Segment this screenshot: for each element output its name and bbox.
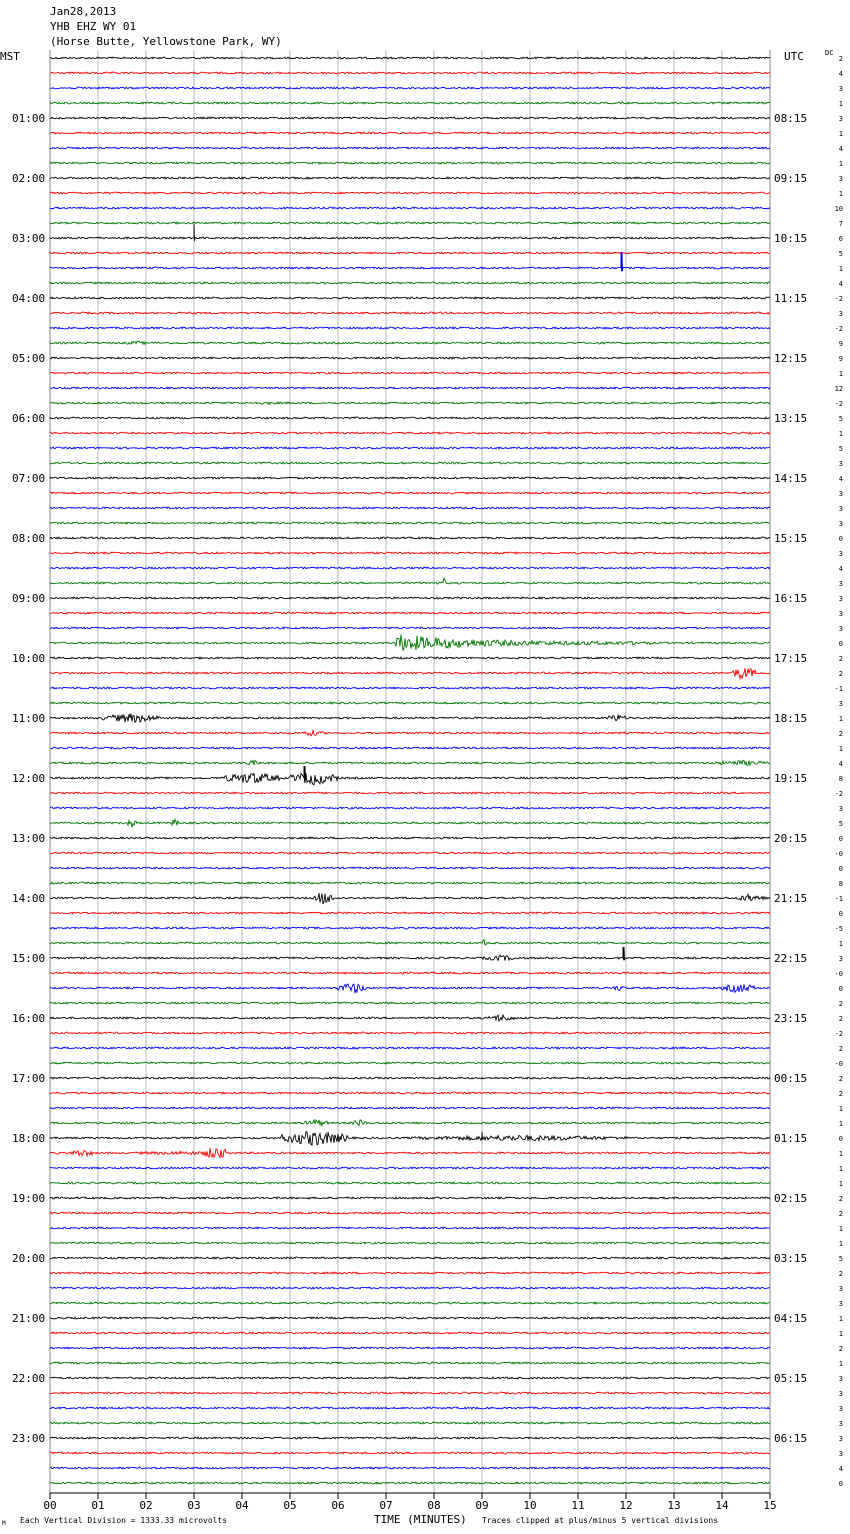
dc-offset-label: 3 [838, 700, 843, 708]
trace-50 [50, 807, 770, 809]
utc-hour-label: 00:15 [774, 1072, 808, 1085]
dc-offset-label: 4 [838, 280, 843, 288]
trace-42 [50, 687, 770, 689]
dc-offset-label: 2 [838, 1000, 843, 1008]
dc-offset-label: 3 [838, 1390, 843, 1398]
dc-offset-label: 3 [838, 625, 843, 633]
trace-85 [50, 1332, 770, 1334]
dc-offset-label: -2 [834, 790, 843, 798]
trace-20 [50, 357, 770, 359]
dc-offset-label: 1 [838, 940, 843, 948]
trace-33 [50, 552, 770, 554]
plot-date: Jan28,2013 [50, 5, 117, 18]
dc-offset-label: 6 [838, 235, 843, 243]
dc-offset-label: 3 [838, 1450, 843, 1458]
x-tick-label-15: 15 [763, 1499, 777, 1512]
trace-70 [50, 1107, 770, 1109]
dc-offset-label: 1 [838, 1150, 843, 1158]
trace-77 [50, 1212, 770, 1214]
trace-52 [50, 837, 770, 839]
mst-hour-label: 09:00 [12, 592, 46, 605]
trace-68 [50, 1077, 770, 1079]
dc-offset-label: 2 [838, 1210, 843, 1218]
dc-offset-label: -2 [834, 295, 843, 303]
dc-offset-label: 4 [838, 145, 843, 153]
mst-hour-label: 14:00 [12, 892, 46, 905]
mst-hour-label: 01:00 [12, 112, 46, 125]
trace-16 [50, 297, 770, 299]
trace-63 [50, 1002, 770, 1004]
x-tick-label-09: 09 [475, 1499, 489, 1512]
dc-offset-label: 3 [838, 505, 843, 513]
dc-offset-label: 2 [838, 655, 843, 663]
trace-54 [50, 867, 770, 869]
utc-hour-label: 21:15 [774, 892, 808, 905]
trace-25 [50, 432, 770, 434]
trace-48 [50, 766, 770, 785]
dc-offset-label: 2 [838, 670, 843, 678]
trace-90 [50, 1407, 770, 1409]
dc-offset-label: -0 [834, 850, 843, 858]
trace-31 [50, 522, 770, 524]
x-tick-label-02: 02 [139, 1499, 153, 1512]
trace-24 [50, 417, 770, 419]
trace-61 [50, 972, 770, 974]
dc-offset-label: 5 [838, 820, 843, 828]
dc-offset-label: 1 [838, 1330, 843, 1338]
trace-78 [50, 1227, 770, 1229]
dc-offset-label: 3 [838, 805, 843, 813]
dc-label: DC [825, 49, 834, 57]
dc-offset-label: -2 [834, 1030, 843, 1038]
dc-offset-label: 1 [838, 1120, 843, 1128]
dc-offset-label: 3 [838, 1435, 843, 1443]
dc-offset-label: 1 [838, 160, 843, 168]
dc-offset-label: 12 [834, 385, 843, 393]
trace-23 [50, 402, 770, 404]
mst-hour-label: 17:00 [12, 1072, 46, 1085]
trace-92 [50, 1437, 770, 1439]
x-tick-label-10: 10 [523, 1499, 537, 1512]
trace-65 [50, 1032, 770, 1034]
dc-offset-label: 5 [838, 250, 843, 258]
dc-offset-label: 3 [838, 1300, 843, 1308]
x-tick-label-05: 05 [283, 1499, 297, 1512]
dc-offset-label: -1 [834, 895, 843, 903]
dc-offset-label: 0 [838, 910, 843, 918]
trace-12 [50, 224, 770, 241]
mst-hour-label: 16:00 [12, 1012, 46, 1025]
trace-53 [50, 852, 770, 854]
trace-30 [50, 507, 770, 509]
scale-note: Each Vertical Division = 1333.33 microvolts [20, 1516, 228, 1525]
dc-offset-label: 1 [838, 715, 843, 723]
dc-offset-label: 3 [838, 85, 843, 93]
utc-hour-label: 16:15 [774, 592, 808, 605]
trace-8 [50, 177, 770, 179]
dc-offset-label: 3 [838, 175, 843, 183]
seismic-traces [50, 57, 770, 1484]
dc-offset-label: 1 [838, 190, 843, 198]
dc-offset-label: 8 [838, 775, 843, 783]
trace-59 [50, 940, 770, 945]
dc-offset-label: 1 [838, 130, 843, 138]
x-tick-label-08: 08 [427, 1499, 441, 1512]
utc-hour-label: 15:15 [774, 532, 808, 545]
dc-offset-label: 7 [838, 220, 843, 228]
dc-offset-label: 2 [838, 730, 843, 738]
dc-offset-label: 1 [838, 370, 843, 378]
trace-36 [50, 597, 770, 599]
trace-84 [50, 1317, 770, 1319]
trace-67 [50, 1062, 770, 1064]
dc-offset-label: 0 [838, 535, 843, 543]
utc-hour-label: 14:15 [774, 472, 808, 485]
plot-station: YHB EHZ WY 01 [50, 20, 137, 33]
dc-offset-label: 9 [838, 340, 843, 348]
trace-66 [50, 1047, 770, 1049]
trace-94 [50, 1467, 770, 1469]
dc-offset-label: 3 [838, 610, 843, 618]
utc-hour-label: 05:15 [774, 1372, 808, 1385]
trace-41 [50, 668, 770, 678]
trace-81 [50, 1272, 770, 1274]
dc-offset-label: 0 [838, 985, 843, 993]
mst-hour-label: 15:00 [12, 952, 46, 965]
clip-note: Traces clipped at plus/minus 5 vertical divisions [482, 1516, 719, 1525]
utc-hour-label: 13:15 [774, 412, 808, 425]
dc-offset-label: 3 [838, 1375, 843, 1383]
trace-75 [50, 1182, 770, 1184]
dc-offset-label: 1 [838, 100, 843, 108]
trace-60 [50, 947, 770, 961]
trace-80 [50, 1257, 770, 1259]
dc-offset-label: 1 [838, 745, 843, 753]
dc-offset-label: -1 [834, 685, 843, 693]
trace-87 [50, 1362, 770, 1364]
trace-57 [50, 912, 770, 914]
mst-hour-label: 12:00 [12, 772, 46, 785]
trace-62 [50, 984, 770, 993]
trace-95 [50, 1482, 770, 1484]
dc-offset-label: 2 [838, 55, 843, 63]
dc-offset-label: 1 [838, 1360, 843, 1368]
dc-offset-label: -0 [834, 970, 843, 978]
dc-offset-label: 3 [838, 595, 843, 603]
dc-offset-label: 1 [838, 430, 843, 438]
mst-hour-label: 23:00 [12, 1432, 46, 1445]
x-tick-label-07: 07 [379, 1499, 393, 1512]
trace-5 [50, 132, 770, 134]
mst-hour-label: 04:00 [12, 292, 46, 305]
dc-offset-label: -5 [834, 925, 843, 933]
trace-43 [50, 702, 770, 704]
dc-offset-label: 1 [838, 1165, 843, 1173]
dc-offset-label: 4 [838, 475, 843, 483]
dc-offset-label: 4 [838, 70, 843, 78]
mst-hour-label: 13:00 [12, 832, 46, 845]
trace-0 [50, 57, 770, 59]
dc-offset-label: 1 [838, 1180, 843, 1188]
trace-15 [50, 282, 770, 284]
x-tick-label-04: 04 [235, 1499, 249, 1512]
x-axis-ticks [43, 1493, 776, 1512]
trace-89 [50, 1392, 770, 1394]
mst-hour-label: 06:00 [12, 412, 46, 425]
trace-45 [50, 731, 770, 736]
utc-hour-label: 09:15 [774, 172, 808, 185]
mst-hour-label: 21:00 [12, 1312, 46, 1325]
dc-offset-label: 3 [838, 460, 843, 468]
trace-88 [50, 1377, 770, 1379]
dc-offset-label: 1 [838, 1240, 843, 1248]
mst-hour-label: 05:00 [12, 352, 46, 365]
trace-55 [50, 882, 770, 884]
utc-hour-label: 06:15 [774, 1432, 808, 1445]
mst-label: MST [0, 50, 20, 63]
trace-72 [50, 1132, 770, 1146]
trace-9 [50, 192, 770, 194]
trace-17 [50, 312, 770, 314]
trace-74 [50, 1167, 770, 1169]
dc-offset-label: 2 [838, 1270, 843, 1278]
dc-offset-label: 0 [838, 835, 843, 843]
utc-hour-label: 02:15 [774, 1192, 808, 1205]
trace-21 [50, 372, 770, 374]
trace-47 [50, 760, 770, 765]
utc-hour-label: 04:15 [774, 1312, 808, 1325]
dc-offset-label: 1 [838, 1105, 843, 1113]
trace-56 [50, 893, 770, 904]
trace-86 [50, 1347, 770, 1349]
trace-51 [50, 819, 770, 827]
utc-hour-label: 19:15 [774, 772, 808, 785]
dc-offset-label: -2 [834, 325, 843, 333]
dc-offset-label: 3 [838, 115, 843, 123]
dc-offset-label: 1 [838, 1225, 843, 1233]
dc-offset-label: 2 [838, 1090, 843, 1098]
trace-28 [50, 477, 770, 479]
trace-73 [50, 1148, 770, 1157]
trace-69 [50, 1092, 770, 1094]
time-gridlines [50, 50, 770, 1493]
trace-22 [50, 387, 770, 389]
trace-29 [50, 492, 770, 494]
utc-hour-label: 23:15 [774, 1012, 808, 1025]
dc-offset-label: 3 [838, 1285, 843, 1293]
trace-49 [50, 792, 770, 794]
dc-offset-label: 0 [838, 1135, 843, 1143]
dc-offset-label: 3 [838, 955, 843, 963]
dc-offset-label: 1 [838, 265, 843, 273]
dc-offset-label: 3 [838, 1405, 843, 1413]
trace-64 [50, 1015, 770, 1021]
utc-hour-labels [774, 112, 807, 1445]
dc-offset-label: 2 [838, 1075, 843, 1083]
trace-39 [50, 635, 770, 651]
utc-hour-label: 08:15 [774, 112, 808, 125]
dc-offset-label: 4 [838, 565, 843, 573]
utc-hour-label: 01:15 [774, 1132, 808, 1145]
utc-hour-label: 12:15 [774, 352, 808, 365]
mst-hour-labels [12, 112, 45, 1445]
dc-offset-label: 0 [838, 640, 843, 648]
trace-32 [50, 537, 770, 539]
mst-hour-label: 19:00 [12, 1192, 46, 1205]
trace-93 [50, 1452, 770, 1454]
dc-offset-label: 3 [838, 520, 843, 528]
dc-offset-label: 5 [838, 1255, 843, 1263]
mst-hour-label: 20:00 [12, 1252, 46, 1265]
trace-91 [50, 1422, 770, 1424]
dc-offset-label: 3 [838, 490, 843, 498]
dc-offset-label: 2 [838, 1015, 843, 1023]
mst-hour-label: 07:00 [12, 472, 46, 485]
trace-26 [50, 447, 770, 449]
dc-offset-label: 2 [838, 1045, 843, 1053]
trace-18 [50, 327, 770, 329]
x-tick-label-12: 12 [619, 1499, 633, 1512]
dc-offset-label: 3 [838, 310, 843, 318]
dc-offset-label: 5 [838, 445, 843, 453]
plot-location: (Horse Butte, Yellowstone Park, WY) [50, 35, 282, 48]
trace-27 [50, 462, 770, 464]
trace-76 [50, 1197, 770, 1199]
x-tick-label-03: 03 [187, 1499, 201, 1512]
mst-hour-label: 08:00 [12, 532, 46, 545]
trace-58 [50, 927, 770, 929]
trace-40 [50, 657, 770, 659]
dc-offset-label: 0 [838, 1480, 843, 1488]
x-axis-label: TIME (MINUTES) [374, 1513, 467, 1526]
utc-hour-label: 22:15 [774, 952, 808, 965]
dc-offset-labels [835, 55, 843, 1488]
trace-38 [50, 627, 770, 629]
mst-hour-label: 10:00 [12, 652, 46, 665]
trace-4 [50, 117, 770, 119]
trace-35 [50, 578, 770, 584]
trace-37 [50, 612, 770, 614]
dc-offset-label: 9 [838, 355, 843, 363]
trace-44 [50, 714, 770, 723]
trace-10 [50, 207, 770, 209]
trace-71 [50, 1120, 770, 1126]
x-tick-label-11: 11 [571, 1499, 585, 1512]
utc-hour-label: 18:15 [774, 712, 808, 725]
trace-19 [50, 341, 770, 344]
trace-83 [50, 1302, 770, 1304]
x-tick-label-13: 13 [667, 1499, 681, 1512]
dc-offset-label: 2 [838, 1345, 843, 1353]
dc-offset-label: 2 [838, 1195, 843, 1203]
trace-14 [50, 252, 770, 271]
trace-6 [50, 147, 770, 149]
dc-offset-label: 0 [838, 865, 843, 873]
dc-offset-label: 3 [838, 1420, 843, 1428]
mst-hour-label: 02:00 [12, 172, 46, 185]
utc-hour-label: 10:15 [774, 232, 808, 245]
x-tick-label-01: 01 [91, 1499, 105, 1512]
dc-offset-label: 8 [838, 880, 843, 888]
dc-offset-label: -2 [834, 400, 843, 408]
trace-1 [50, 72, 770, 74]
mst-hour-label: 11:00 [12, 712, 46, 725]
trace-2 [50, 87, 770, 89]
utc-hour-label: 17:15 [774, 652, 808, 665]
utc-hour-label: 03:15 [774, 1252, 808, 1265]
corner-mark: M [2, 1520, 6, 1527]
dc-offset-label: 1 [838, 1315, 843, 1323]
dc-offset-label: 4 [838, 1465, 843, 1473]
mst-hour-label: 03:00 [12, 232, 46, 245]
mst-hour-label: 22:00 [12, 1372, 46, 1385]
trace-3 [50, 102, 770, 104]
trace-46 [50, 747, 770, 749]
trace-82 [50, 1287, 770, 1289]
x-tick-label-06: 06 [331, 1499, 345, 1512]
dc-offset-label: 10 [834, 205, 843, 213]
dc-offset-label: 5 [838, 415, 843, 423]
trace-34 [50, 567, 770, 569]
x-tick-label-00: 00 [43, 1499, 57, 1512]
x-tick-label-14: 14 [715, 1499, 729, 1512]
trace-13 [50, 252, 770, 254]
dc-offset-label: 3 [838, 550, 843, 558]
utc-hour-label: 11:15 [774, 292, 808, 305]
utc-label: UTC [784, 50, 804, 63]
utc-hour-label: 20:15 [774, 832, 808, 845]
dc-offset-label: 3 [838, 580, 843, 588]
trace-79 [50, 1242, 770, 1244]
mst-hour-label: 18:00 [12, 1132, 46, 1145]
trace-7 [50, 162, 770, 164]
trace-11 [50, 222, 770, 224]
dc-offset-label: -0 [834, 1060, 843, 1068]
dc-offset-label: 4 [838, 760, 843, 768]
